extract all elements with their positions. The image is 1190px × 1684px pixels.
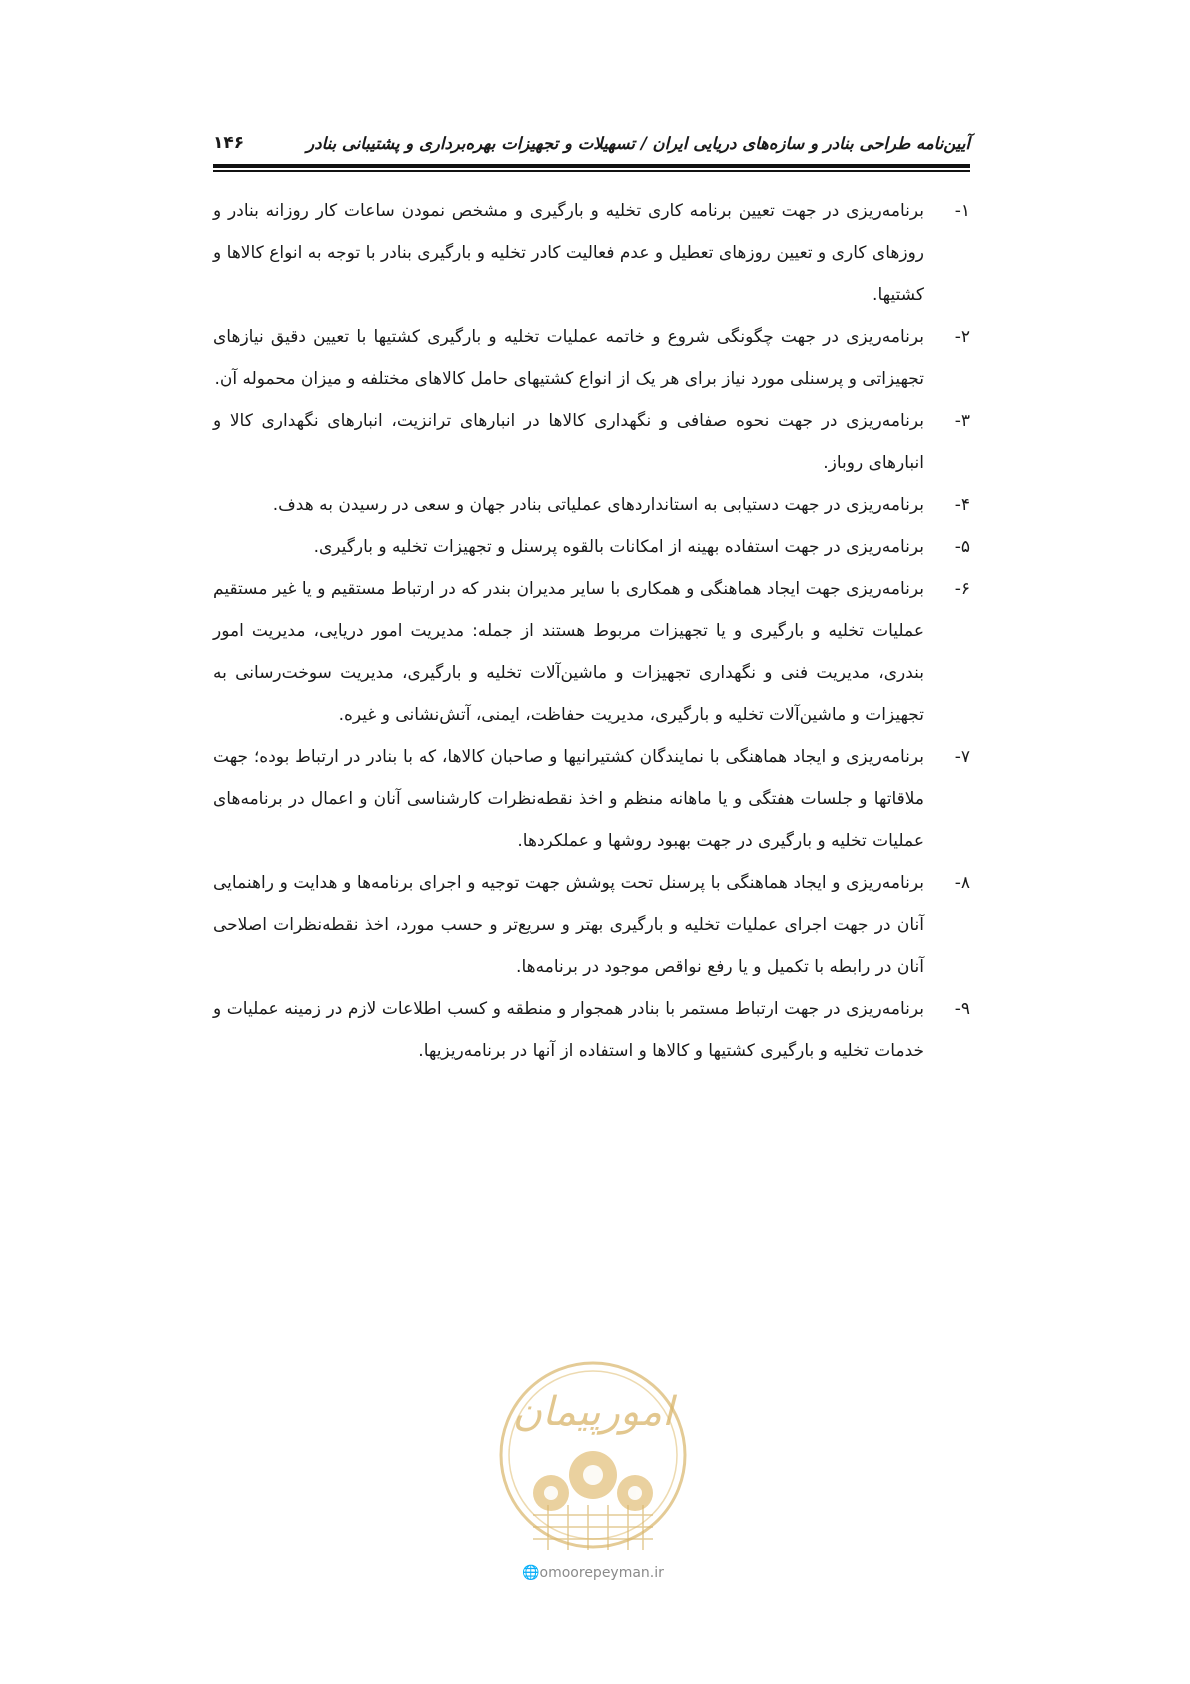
item-text: برنامه‌ریزی در جهت دستیابی به استانداردهای عملیاتی بنادر جهان و سعی در رسیدن به هدف. [272, 495, 924, 515]
item-text: برنامه‌ریزی در جهت استفاده بهینه از امکانات بالقوه پرسنل و تجهیزات تخلیه و بارگیری. [313, 537, 924, 557]
logo-text: امورپیمان [512, 1389, 674, 1435]
watermark-logo [493, 1355, 693, 1565]
running-title: آیین‌نامه طراحی بنادر و سازه‌های دریایی ایران / تسهیلات و تجهیزات بهره‌برداری و پشتیبانی بنادر [306, 133, 970, 153]
list-item-1 [213, 190, 970, 316]
list-item-5 [213, 526, 970, 568]
item-text: برنامه‌ریزی در جهت ارتباط مستمر با بنادر همجوار و منطقه و کسب اطلاعات لازم در زمینه عملیات و خدمات تخلیه و بارگیری کشتیها و کالاها و استفاده از آنها در برنامه‌ریزیها. [213, 999, 924, 1061]
item-text: برنامه‌ریزی در جهت نحوه صفافی و نگهداری کالاها در انبارهای ترانزیت، انبارهای نگهداری کالا و انبارهای روباز. [213, 411, 924, 473]
item-text: برنامه‌ریزی در جهت تعیین برنامه کاری تخلیه و بارگیری و مشخص نمودن ساعات کار روزانه بنادر و روزهای کاری و تعیین روزهای تعطیل و عدم فعالیت کادر تخلیه و بارگیری بنادر با توجه به انواع کالاها و کشتیها. [213, 201, 924, 305]
item-text: برنامه‌ریزی و ایجاد هماهنگی با پرسنل تحت پوشش جهت توجیه و اجرای برنامه‌ها و هدایت و راهنمایی آنان در جهت اجرای عملیات تخلیه و بارگیری بهتر و سریع‌تر و حسب مورد، اخذ نقطه‌نظرات اصلاحی آنان در رابطه با تکمیل و یا رفع نواقص موجود در برنامه‌ها. [213, 873, 924, 977]
list-item-8 [213, 862, 970, 988]
watermark-url [480, 1565, 706, 1581]
item-number: ۳- [954, 411, 970, 431]
list-item-9 [213, 988, 970, 1072]
item-text: برنامه‌ریزی جهت ایجاد هماهنگی و همکاری با سایر مدیران بندر که در ارتباط مستقیم و یا غیر مستقیم عملیات تخلیه و بارگیری و یا تجهیزات مربوط هستند از جمله: مدیریت امور دریایی، مدیریت امور بندری، مدیریت فنی و نگهداری تجهیزات و ماشین‌آلات تخلیه و بارگیری، مدیریت سوخت‌رسانی به تجهیزات و ماشین‌آلات تخلیه و بارگیری، مدیریت حفاظت، ایمنی، آتش‌نشانی و غیره. [213, 579, 924, 725]
header-rule-thin [213, 170, 970, 172]
list-item-3 [213, 400, 970, 484]
list-item-4 [213, 484, 970, 526]
list-item-7 [213, 736, 970, 862]
watermark-url-text: omoorepeyman.ir [539, 1565, 664, 1581]
header-rule-thick [213, 164, 970, 168]
item-text: برنامه‌ریزی در جهت چگونگی شروع و خاتمه عملیات تخلیه و بارگیری کشتیها با تعیین دقیق نیازهای تجهیزاتی و پرسنلی مورد نیاز برای هر یک از انواع کشتیهای حامل کالاهای مختلفه و میزان محموله آن. [213, 327, 924, 389]
item-number: ۵- [954, 537, 970, 557]
globe-icon: 🌐 [522, 1565, 540, 1581]
item-number: ۸- [954, 873, 970, 893]
list-item-2 [213, 316, 970, 400]
list-item-6 [213, 568, 970, 736]
item-number: ۲- [954, 327, 970, 347]
item-number: ۹- [954, 999, 970, 1019]
item-number: ۱- [954, 201, 970, 221]
running-header [213, 128, 970, 158]
page-number: ۱۴۶ [213, 133, 245, 153]
item-text: برنامه‌ریزی و ایجاد هماهنگی با نمایندگان کشتیرانیها و صاحبان کالاها، که با بنادر در ارتباط بوده؛ جهت ملاقاتها و جلسات هفتگی و یا ماهانه منظم و اخذ نقطه‌نظرات کارشناسی آنان و اعمال در برنامه‌های عملیات تخلیه و بارگیری در جهت بهبود روشها و عملکردها. [213, 747, 924, 851]
item-number: ۶- [954, 579, 970, 599]
item-number: ۷- [954, 747, 970, 767]
numbered-list [213, 190, 970, 1072]
item-number: ۴- [954, 495, 970, 515]
